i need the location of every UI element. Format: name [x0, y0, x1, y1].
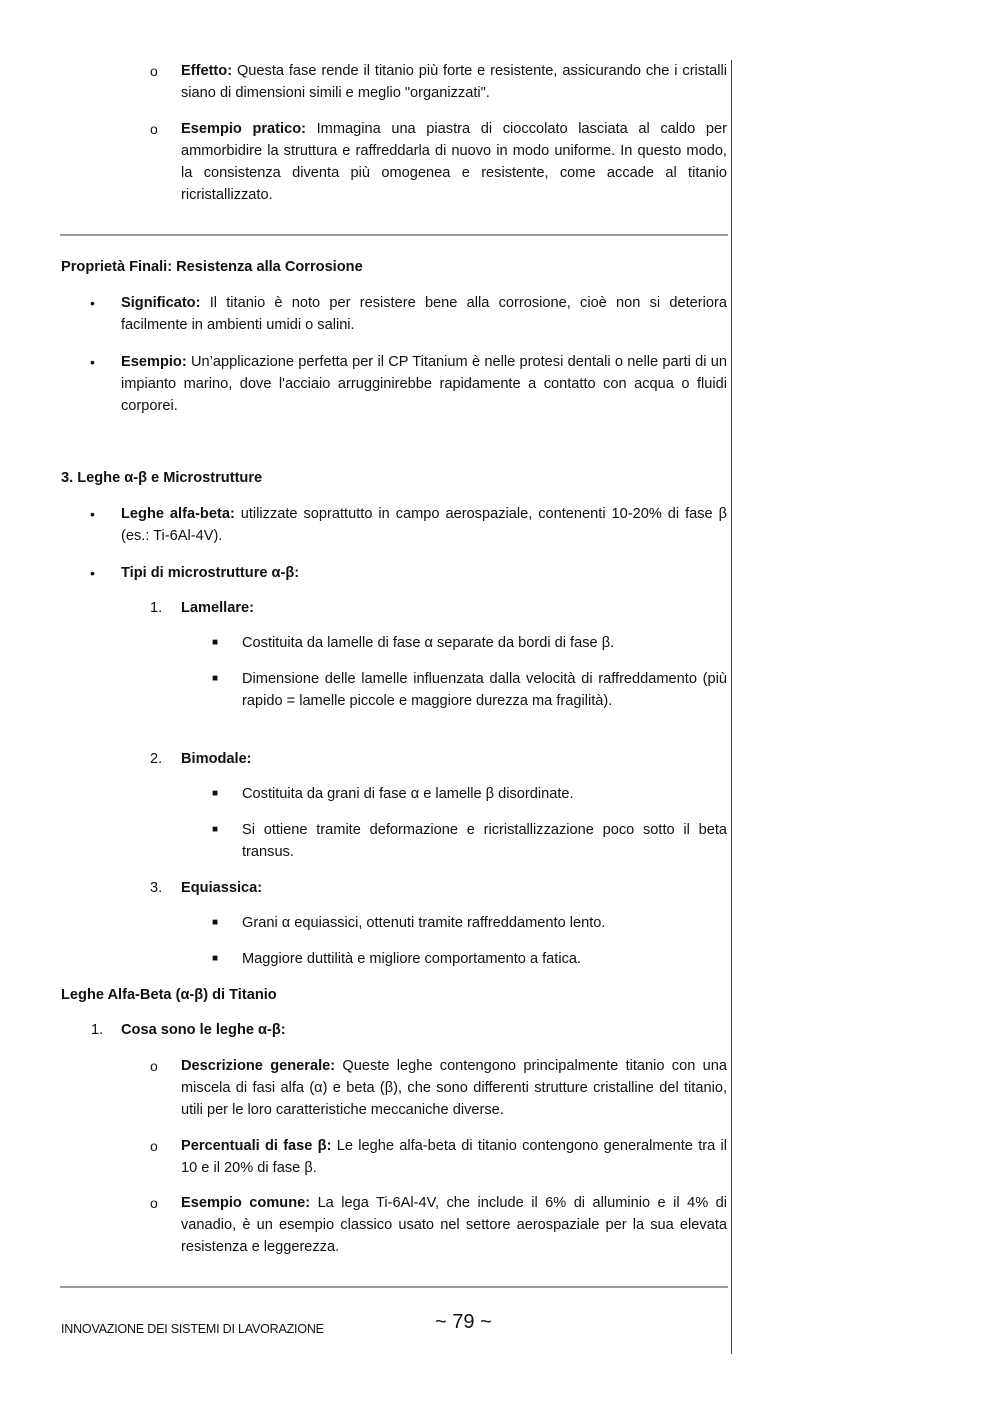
list-item: Lamellare: [181, 600, 255, 616]
square-bullet-icon: ■ [212, 637, 219, 648]
list-item: Cosa sono le leghe α-β: [121, 1022, 286, 1038]
list-number: 2. [150, 751, 163, 767]
margin-line-footer [731, 1310, 732, 1354]
list-number: 1. [150, 600, 163, 616]
bullet-icon: • [90, 354, 95, 370]
list-item: Dimensione delle lamelle influenzata dalla velocità di raffreddamento (più rapido = lamelle piccole e maggiore durezza ma fragilità). [242, 671, 727, 709]
list-item: Costituita da grani di fase α e lamelle β disordinate. [242, 786, 574, 802]
list-item: Esempio pratico: Immagina una piastra di cioccolato lasciata al caldo per ammorbidire la struttura e raffreddarla di nuovo in modo uniforme. In questo modo, la consistenza diventa più omogenea e resistente, come accade al titanio ricristallizzato. [181, 121, 727, 203]
margin-line [731, 60, 732, 1310]
list-item: Si ottiene tramite deformazione e ricristallizzazione poco sotto il beta transus. [242, 822, 727, 860]
bullet-icon: • [90, 565, 95, 581]
list-item: Esempio comune: La lega Ti-6Al-4V, che include il 6% di alluminio e il 4% di vanadio, è un esempio classico usato nel settore aerospaziale per la sua elevata resistenza e leggerezza. [181, 1195, 727, 1255]
page-number: ~ 79 ~ [435, 1311, 492, 1333]
divider [60, 1286, 728, 1288]
list-item: Leghe alfa-beta: utilizzate soprattutto in campo aerospaziale, contenenti 10-20% di fase β (es.: Ti-6Al-4V). [121, 506, 727, 544]
list-number: 3. [150, 880, 163, 896]
square-bullet-icon: ■ [212, 788, 219, 799]
list-item: Grani α equiassici, ottenuti tramite raffreddamento lento. [242, 915, 606, 931]
square-bullet-icon: ■ [212, 824, 219, 835]
section-title: Proprietà Finali: Resistenza alla Corrosione [61, 259, 363, 275]
list-number: 1. [91, 1022, 104, 1038]
circle-bullet-icon: o [150, 121, 158, 137]
bullet-icon: • [90, 295, 95, 311]
section-title: 3. Leghe α-β e Microstrutture [61, 470, 263, 486]
footer-title: INNOVAZIONE DEI SISTEMI DI LAVORAZIONE [61, 1322, 324, 1336]
square-bullet-icon: ■ [212, 917, 219, 928]
list-item: Descrizione generale: Queste leghe contengono principalmente titanio con una miscela di fasi alfa (α) e beta (β), che sono differenti strutture cristalline del titanio, utili per le loro caratteristiche meccaniche diverse. [181, 1058, 727, 1118]
list-item: Esempio: Un’applicazione perfetta per il CP Titanium è nelle protesi dentali o nelle parti di un impianto marino, dove l'acciaio arrugginirebbe rapidamente a contatto con acqua o fluidi corporei. [121, 354, 727, 414]
list-item: Tipi di microstrutture α-β: [121, 565, 300, 581]
section-title: Leghe Alfa-Beta (α-β) di Titanio [61, 987, 277, 1003]
square-bullet-icon: ■ [212, 953, 219, 964]
divider [60, 234, 728, 236]
list-item: Percentuali di fase β: Le leghe alfa-beta di titanio contengono generalmente tra il 10 e il 20% di fase β. [181, 1138, 727, 1176]
list-item: Bimodale: [181, 751, 252, 767]
bullet-icon: • [90, 506, 95, 522]
list-item: Significato: Il titanio è noto per resistere bene alla corrosione, cioè non si deteriora facilmente in ambienti umidi o salini. [121, 295, 727, 333]
list-item: Equiassica: [181, 880, 263, 896]
circle-bullet-icon: o [150, 1138, 158, 1154]
circle-bullet-icon: o [150, 1058, 158, 1074]
list-item: Costituita da lamelle di fase α separate da bordi di fase β. [242, 635, 615, 651]
list-item: Maggiore duttilità e migliore comportamento a fatica. [242, 951, 582, 967]
circle-bullet-icon: o [150, 1195, 158, 1211]
square-bullet-icon: ■ [212, 673, 219, 684]
list-item: Effetto: Questa fase rende il titanio più forte e resistente, assicurando che i cristalli siano di dimensioni simili e meglio "organizzati". [181, 63, 727, 101]
circle-bullet-icon: o [150, 63, 158, 79]
